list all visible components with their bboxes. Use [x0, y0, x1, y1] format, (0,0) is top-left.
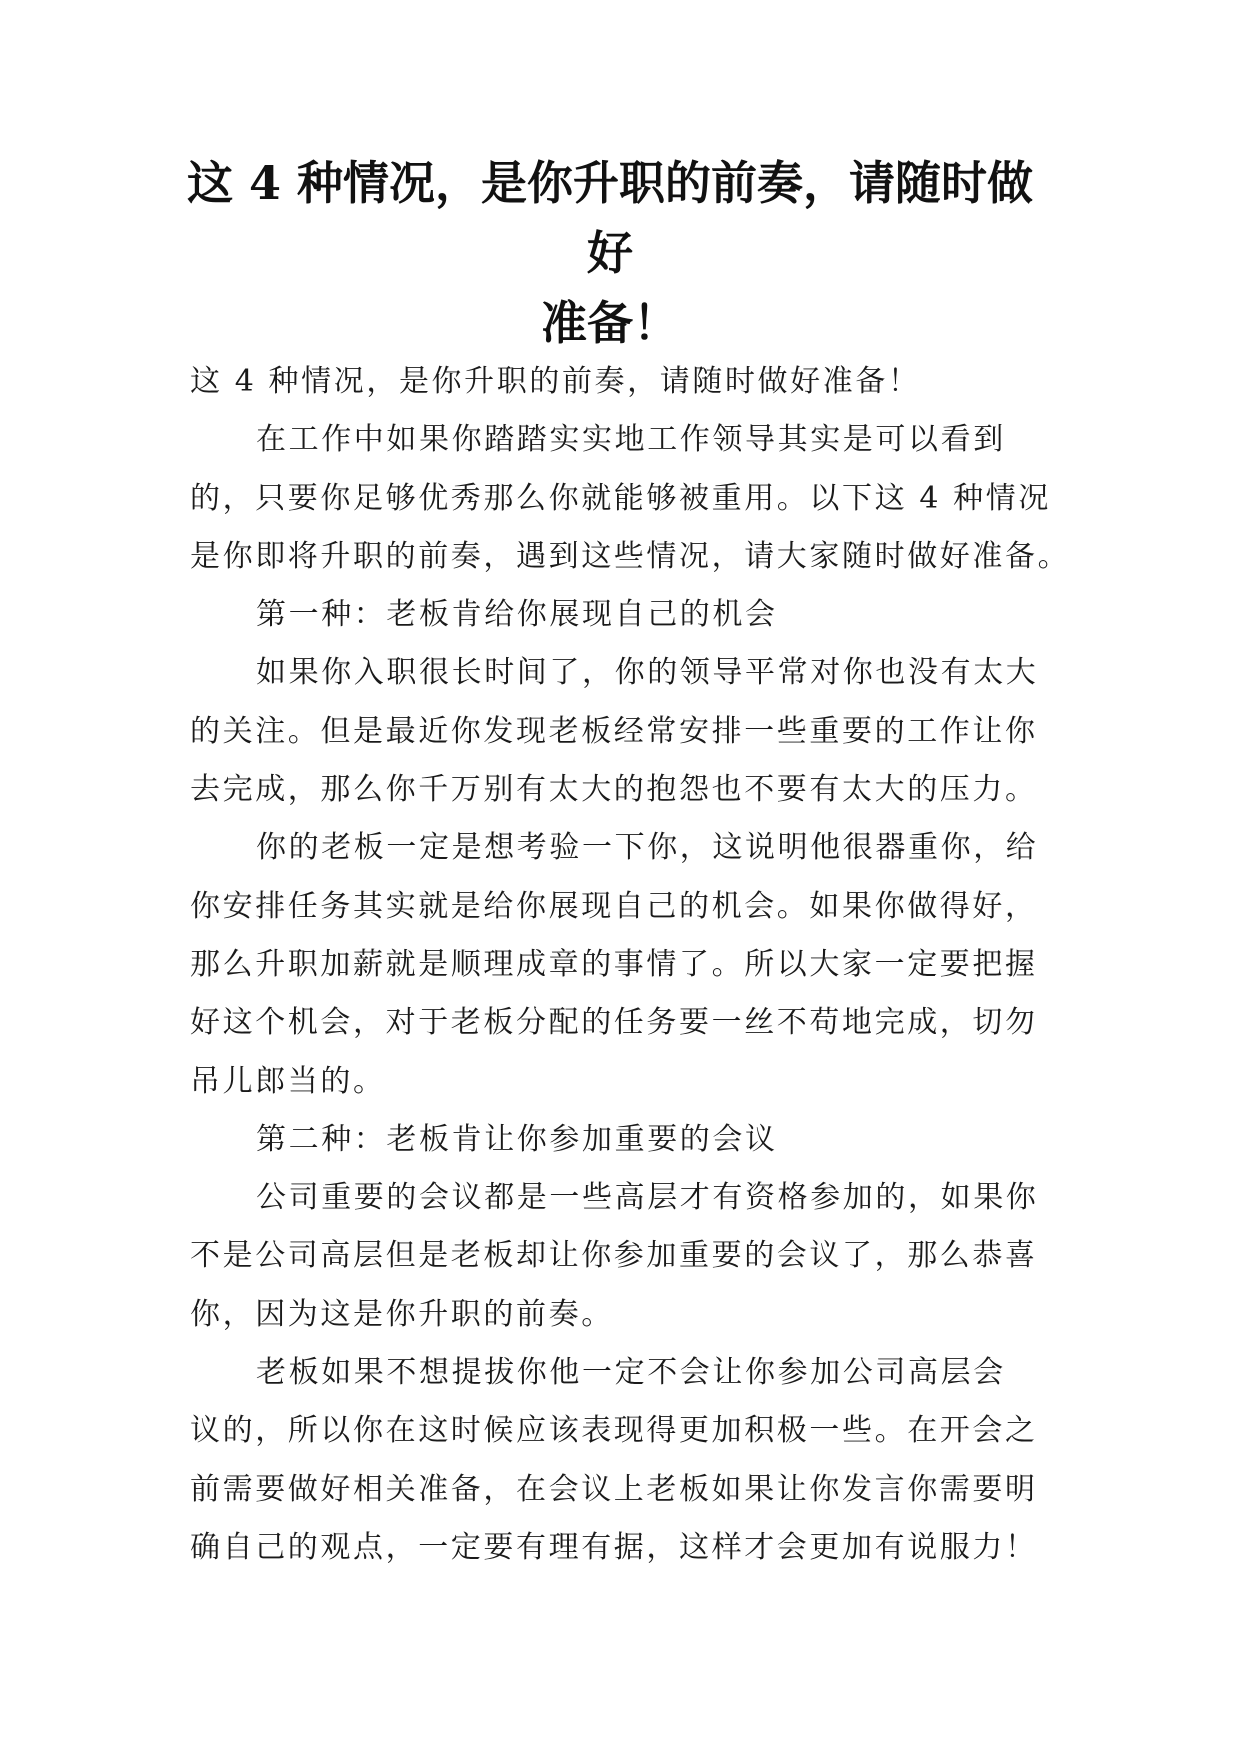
body-line: 吊儿郎当的。 [190, 1063, 386, 1099]
title-line-1: 这 4 种情况，是你升职的前奏，请随时做好 [186, 156, 1034, 280]
body-line: 你，因为这是你升职的前奏。 [190, 1296, 614, 1332]
body-line: 如果你入职很长时间了，你的领导平常对你也没有太大 [256, 655, 1039, 691]
body-line: 在工作中如果你踏踏实实地工作领导其实是可以看到 [256, 422, 1006, 458]
body-line: 你的老板一定是想考验一下你，这说明他很器重你，给 [256, 830, 1039, 866]
body-line: 议的，所以你在这时候应该表现得更加积极一些。在开会之 [190, 1413, 1038, 1449]
body-line: 的，只要你足够优秀那么你就能够被重用。以下这 4 种情况 [190, 480, 1051, 516]
title-line-2: 准备！ [541, 296, 679, 350]
body-line: 第二种：老板肯让你参加重要的会议 [256, 1121, 778, 1157]
body-line: 这 4 种情况，是你升职的前奏，请随时做好准备！ [190, 364, 921, 399]
body-line: 去完成，那么你千万别有太大的抱怨也不要有太大的压力。 [190, 772, 1038, 808]
body-line: 公司重要的会议都是一些高层才有资格参加的，如果你 [256, 1180, 1039, 1216]
body-line: 的关注。但是最近你发现老板经常安排一些重要的工作让你 [190, 713, 1038, 749]
body-line: 第一种：老板肯给你展现自己的机会 [256, 597, 778, 633]
body-line: 不是公司高层但是老板却让你参加重要的会议了，那么恭喜 [190, 1238, 1038, 1274]
body-line: 确自己的观点，一定要有理有据，这样才会更加有说服力！ [190, 1529, 1038, 1565]
body-line: 是你即将升职的前奏，遇到这些情况，请大家随时做好准备。 [190, 538, 1071, 574]
body-line: 前需要做好相关准备，在会议上老板如果让你发言你需要明 [190, 1471, 1038, 1507]
body-line: 老板如果不想提拔你他一定不会让你参加公司高层会 [256, 1355, 1006, 1391]
body-line: 你安排任务其实就是给你展现自己的机会。如果你做得好， [190, 888, 1038, 924]
body-line: 那么升职加薪就是顺理成章的事情了。所以大家一定要把握 [190, 946, 1038, 982]
document-title [170, 148, 1050, 358]
document-body [190, 353, 1071, 1577]
body-line: 好这个机会，对于老板分配的任务要一丝不苟地完成，切勿 [190, 1005, 1038, 1041]
